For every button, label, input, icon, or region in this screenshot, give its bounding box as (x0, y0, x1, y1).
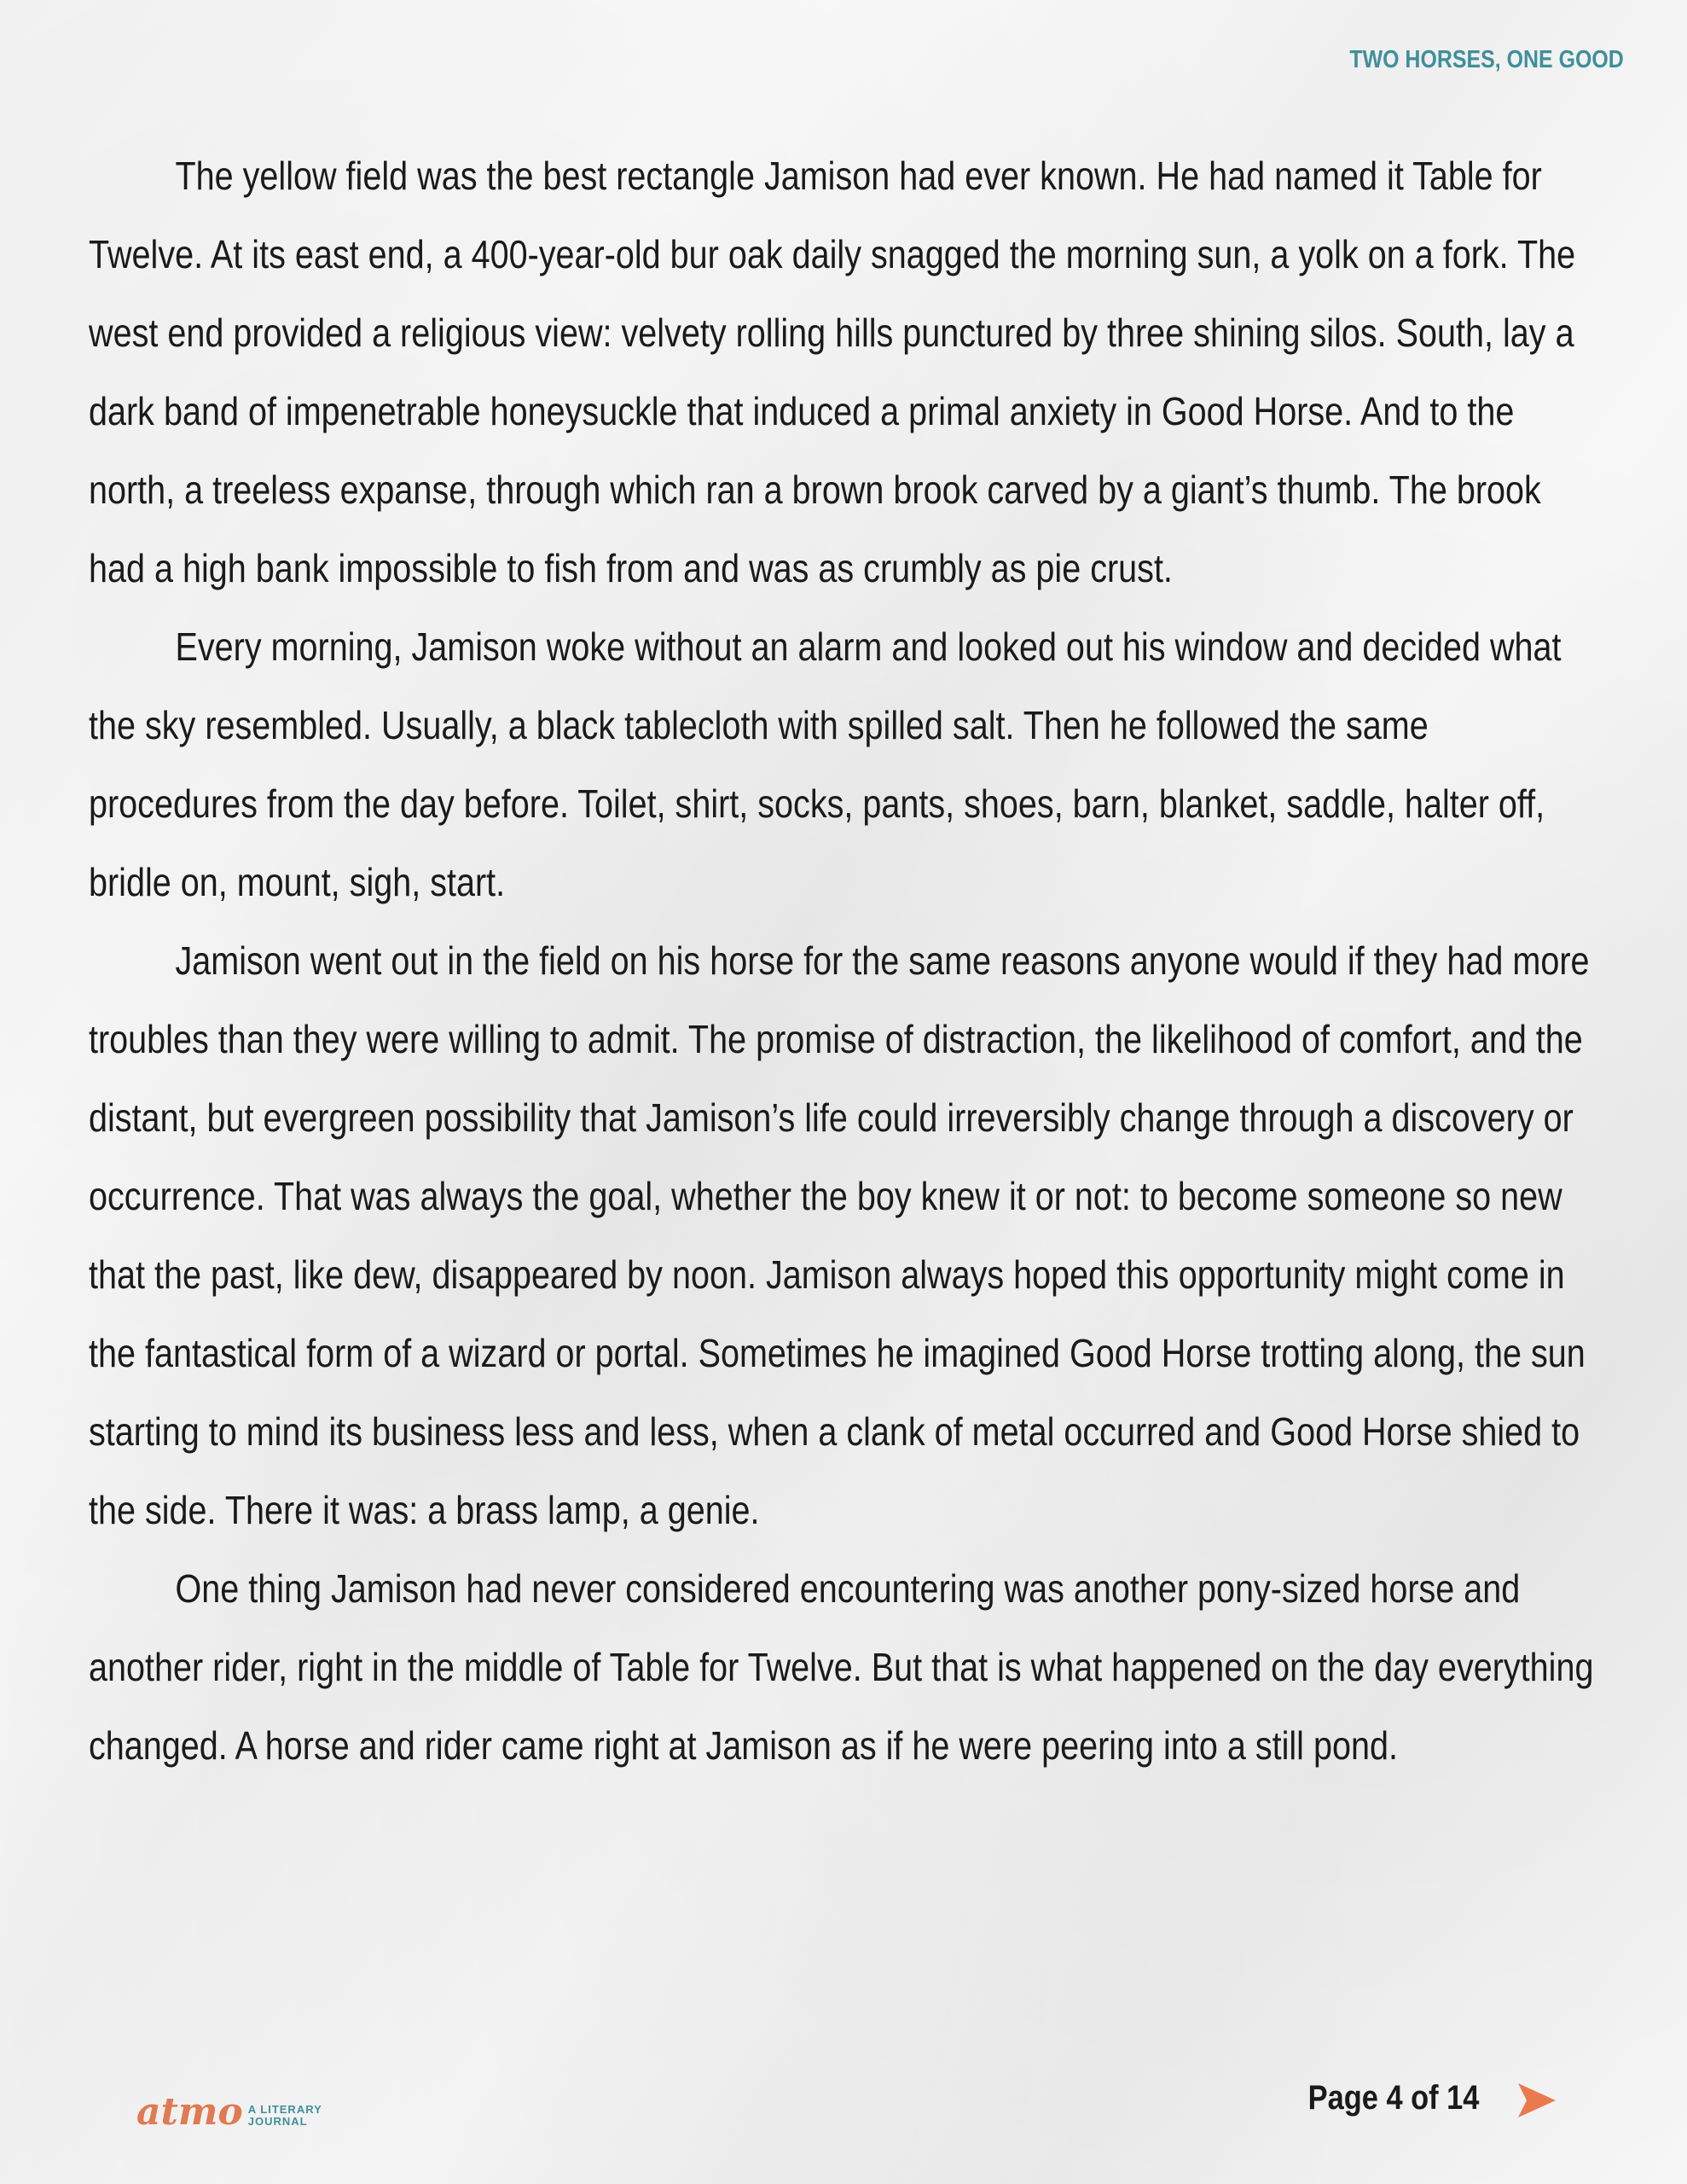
story-paragraph-2: Every morning, Jamison woke without an alarm and looked out his window and decided what the sky resembled. Usually, a black tablecloth with spilled salt. Then he followed the same procedures from the day before. Toilet, shirt, socks, pants, shoes, barn, blanket, saddle, halter off, bridle on, mount, sigh, start. (89, 624, 1562, 904)
next-page-button[interactable] (1513, 2077, 1561, 2124)
page-indicator: Page 4 of 14 (1307, 2079, 1479, 2117)
running-header-title: TWO HORSES, ONE GOOD (1349, 46, 1624, 73)
story-body (89, 136, 1598, 1785)
journal-logo (136, 2090, 322, 2134)
logo-tagline-line-1: A LITERARY (247, 2103, 322, 2116)
story-paragraph-1: The yellow field was the best rectangle Jamison had ever known. He had named it Table for Twelve. At its east end, a 400-year-old bur oak daily snagged the morning sun, a yolk on a fork. The west end provided a religious view: velvety rolling hills punctured by three shining silos. South, lay a dark band of impenetrable honeysuckle that induced a primal anxiety in Good Horse. And to the north, a treeless expanse, through which ran a brown brook carved by a giant’s thumb. The brook had a high bank impossible to fish from and was as crumbly as pie crust. (89, 154, 1576, 590)
logo-tagline (248, 2104, 322, 2131)
story-paragraph-4: One thing Jamison had never considered encountering was another pony-sized horse and another rider, right in the middle of Table for Twelve. But that is what happened on the day everything changed. A horse and rider came right at Jamison as if he were peering into a still pond. (89, 1566, 1594, 1768)
arrow-right-icon (1515, 2080, 1559, 2121)
logo-wordmark: atmo (136, 2090, 243, 2134)
logo-tagline-line-2: JOURNAL (247, 2115, 308, 2128)
story-paragraph-3: Jamison went out in the field on his horse for the same reasons anyone would if they had more troubles than they were willing to admit. The promise of distraction, the likelihood of comfort, and the distant, but evergreen possibility that Jamison’s life could irreversibly change through a discovery or occurrence. That was always the goal, whether the boy knew it or not: to become someone so new that the past, like dew, disappeared by noon. Jamison always hoped this opportunity might come in the fantastical form of a wizard or portal. Sometimes he imagined Good Horse trotting along, the sun starting to mind its business less and less, when a clank of metal occurred and Good Horse shied to the side. There it was: a brass lamp, a genie. (89, 938, 1590, 1532)
